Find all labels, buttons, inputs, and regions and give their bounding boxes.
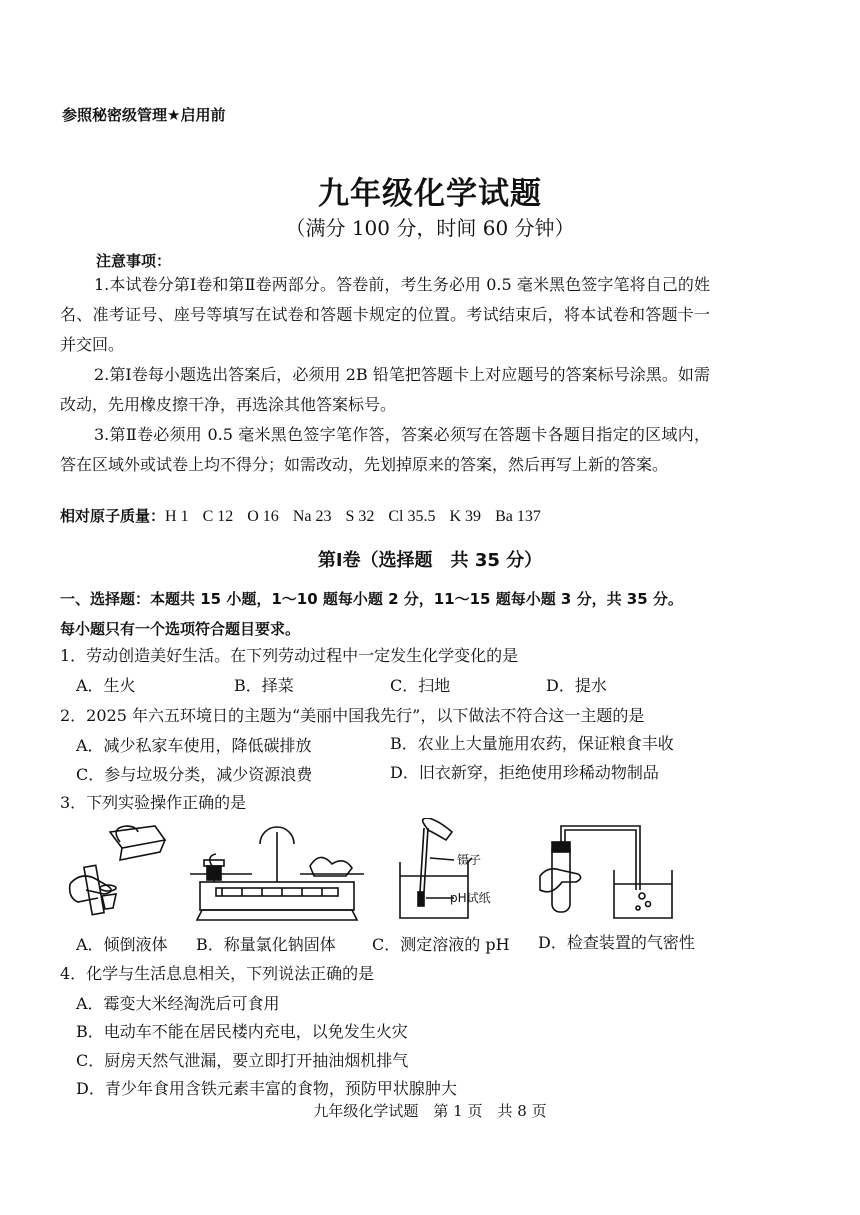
pouring-liquid-illustration [60, 822, 180, 922]
balance-illustration [182, 822, 372, 922]
atomic-mass-line [60, 505, 541, 526]
atomic-mass-k: K 39 [449, 508, 482, 525]
question-2-option-a: A．减少私家车使用，降低碳排放 [76, 736, 312, 755]
question-4-option-a: A．霉变大米经淘洗后可食用 [76, 994, 280, 1013]
question-2-option-b: B．农业上大量施用农药，保证粮食丰收 [390, 734, 674, 753]
note-item-3: 3.第Ⅱ卷必须用 0.5 毫米黑色签字笔作答，答案必须写在答题卡各题目指定的区域内，答在区域外或试卷上均不得分；如需改动，先划掉原来的答案，然后再写上新的答案。 [60, 425, 710, 474]
airtightness-illustration [530, 818, 690, 924]
question-1-option-d: D．提水 [546, 676, 607, 695]
section-title: 第Ⅰ卷（选择题 共 35 分） [317, 550, 543, 571]
question-3-option-d: D．检查装置的气密性 [538, 933, 695, 952]
question-3-stem: 3．下列实验操作正确的是 [60, 793, 247, 812]
confidentiality-label: 参照秘密级管理★启用前 [62, 106, 226, 124]
question-4-option-c: C．厨房天然气泄漏，要立即打开抽油烟机排气 [76, 1051, 409, 1070]
atomic-mass-na: Na 23 [292, 508, 332, 525]
tweezers-label: 镊子 [457, 853, 482, 867]
question-3-option-a: A．倾倒液体 [76, 935, 168, 954]
question-2-option-c: C．参与垃圾分类，减少资源浪费 [76, 765, 313, 784]
atomic-mass-label: 相对原子质量： [60, 507, 166, 525]
notes-heading: 注意事项： [96, 252, 172, 270]
question-2-stem: 2．2025 年六五环境日的主题为“美丽中国我先行”，以下做法不符合这一主题的是 [60, 706, 645, 725]
page-subtitle: （满分 100 分，时间 60 分钟） [285, 216, 575, 240]
question-2-option-d: D．旧衣新穿，拒绝使用珍稀动物制品 [390, 763, 659, 782]
instruction-line-1: 一、选择题：本题共 15 小题，1～10 题每小题 2 分，11～15 题每小题 3 分，共 35 分。 [60, 590, 683, 608]
question-4-option-d: D．青少年食用含铁元素丰富的食物，预防甲状腺肿大 [76, 1079, 457, 1098]
ph-test-illustration [394, 818, 514, 924]
question-3-option-c: C．测定溶液的 pH [372, 935, 510, 954]
question-1-option-b: B．择菜 [234, 676, 294, 695]
atomic-mass-cl: Cl 35.5 [388, 508, 436, 525]
instruction-line-2: 每小题只有一个选项符合题目要求。 [60, 620, 301, 638]
page-footer: 九年级化学试题 第 1 页 共 8 页 [313, 1102, 547, 1120]
section-instruction [60, 584, 683, 644]
ph-paper-label: pH试纸 [450, 891, 491, 905]
question-1-stem: 1．劳动创造美好生活。在下列劳动过程中一定发生化学变化的是 [60, 646, 519, 665]
atomic-mass-o: O 16 [247, 508, 279, 525]
question-4-stem: 4．化学与生活息息相关，下列说法正确的是 [60, 964, 375, 983]
page-title: 九年级化学试题 [318, 176, 542, 212]
atomic-mass-h: H 1 [165, 508, 189, 525]
question-1-option-c: C．扫地 [390, 676, 451, 695]
question-4-option-b: B．电动车不能在居民楼内充电，以免发生火灾 [76, 1022, 408, 1041]
atomic-mass-s: S 32 [345, 508, 375, 525]
note-item-1: 1.本试卷分第Ⅰ卷和第Ⅱ卷两部分。答卷前，考生务必用 0.5 毫米黑色签字笔将自己的姓名、准考证号、座号等填写在试卷和答题卡规定的位置。考试结束后，将本试卷和答题卡一并交回。 [60, 275, 710, 354]
atomic-mass-c: C 12 [202, 508, 234, 525]
note-item-2: 2.第Ⅰ卷每小题选出答案后，必须用 2B 铅笔把答题卡上对应题号的答案标号涂黑。如需改动，先用橡皮擦干净，再选涂其他答案标号。 [60, 365, 710, 414]
atomic-mass-ba: Ba 137 [495, 508, 541, 525]
question-1-option-a: A．生火 [76, 676, 136, 695]
question-3-option-b: B．称量氯化钠固体 [196, 935, 336, 954]
